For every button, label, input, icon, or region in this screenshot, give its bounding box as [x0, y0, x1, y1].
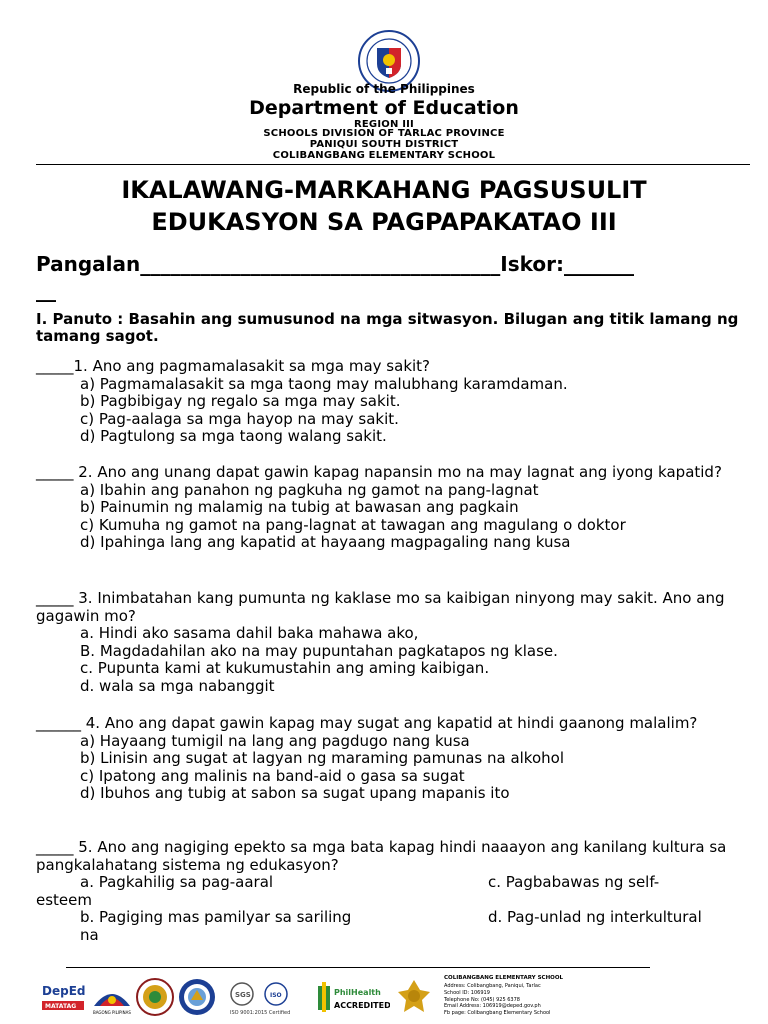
philhealth-accredited-logo: [316, 982, 390, 1012]
options-row-2: [36, 909, 760, 927]
region-heading: REGION III: [354, 119, 414, 130]
philhealth-text: PhilHealth: [334, 988, 381, 997]
bagong-logo-text: BAGONG PILIPINAS: [93, 1010, 131, 1015]
question-stem: _____ 5. Ano ang nagiging epekto sa mga bata kapag hindi naaayon ang kanilang kultura sa pangkalahatang sistema ng edukasyon?: [36, 838, 727, 874]
option-d: d) Ibuhos ang tubig at sabon sa sugat upang mapanis ito: [80, 784, 510, 802]
footer-school-name: COLIBANGBANG ELEMENTARY SCHOOL: [444, 975, 564, 981]
option-c: c) Kumuha ng gamot na pang-lagnat at tawagan ang magulang o doktor: [80, 515, 626, 534]
option-d: d. Pag-unlad ng interkultural: [488, 908, 702, 926]
deped-matatag-logo: [40, 980, 86, 1016]
question-stem: ______ 4. Ano ang dapat gawin kapag may sugat ang kapatid at hindi gaanong malalim?: [36, 714, 698, 732]
name-score-field: Pangalan____________________________________Iskor:_______: [36, 252, 634, 276]
question-1: [36, 358, 760, 446]
question-stem: _____ 3. Inimbatahan kang pumunta ng kaklase mo sa kaibigan ninyong may sakit. Ano ang gagawin mo?: [36, 589, 725, 625]
question-2: [36, 464, 760, 552]
footer-telephone: Telephone No: (045) 925 6378: [444, 997, 520, 1003]
question-5: [36, 839, 760, 944]
deped-logo-text: DepEd: [42, 984, 86, 998]
question-stem: _____ 2. Ano ang unang dapat gawin kapag napansin mo na may lagnat ang iyong kapatid?: [36, 463, 722, 481]
option-a: a) Ibahin ang panahon ng pagkuha ng gamot na pang-lagnat: [80, 480, 539, 499]
footer-address: Address: Colibangbang, Paniqui, Tarlac: [444, 983, 541, 989]
svg-text:ISO: ISO: [270, 992, 282, 999]
option-d: d) Ipahinga lang ang kapatid at hayaang magpagaling nang kusa: [80, 533, 571, 551]
header-divider: [36, 164, 750, 165]
matatag-logo-text: MATATAG: [45, 1003, 77, 1010]
option-c: c) Ipatong ang malinis na band-aid o gasa sa sugat: [80, 766, 465, 785]
accredited-text: ACCREDITED: [334, 1001, 390, 1010]
district-heading: PANIQUI SOUTH DISTRICT: [309, 139, 459, 150]
republic-heading: Republic of the Philippines: [293, 82, 475, 96]
option-b: b) Painumin ng malamig na tubig at bawasan ang pagkain: [80, 498, 519, 516]
name-score-field-wrap: __: [36, 278, 56, 302]
option-b-continued: na: [80, 925, 99, 944]
footer-email: Email Address: 106919@deped.gov.ph: [444, 1003, 541, 1009]
footer-school-id: School ID: 106919: [444, 990, 490, 996]
option-b: B. Magdadahilan ako na may pupuntahan pagkatapos ng klase.: [80, 641, 558, 660]
option-d: d) Pagtulong sa mga taong walang sakit.: [80, 427, 387, 445]
division-heading: SCHOOLS DIVISION OF TARLAC PROVINCE: [263, 128, 505, 139]
option-b: b) Linisin ang sugat at lagyan ng maraming pamunas na alkohol: [80, 749, 564, 767]
exam-subject: EDUKASYON SA PAGPAPAKATAO III: [151, 208, 617, 236]
option-a: a. Hindi ako sasama dahil baka mahawa ako,: [80, 624, 419, 642]
iso-certified-text: ISO 9001:2015 Certified: [230, 1010, 291, 1016]
division-seal-logo: [136, 978, 174, 1016]
footer-fb-page: Fb page: Colibangbang Elementary School: [444, 1010, 551, 1016]
school-seal-logo: [178, 978, 216, 1016]
option-a: a. Pagkahilig sa pag-aaral: [80, 873, 274, 891]
footer-divider: [66, 967, 650, 968]
school-heading: COLIBANGBANG ELEMENTARY SCHOOL: [272, 150, 496, 161]
svg-text:SGS: SGS: [235, 991, 251, 999]
question-3: [36, 590, 760, 695]
department-heading: Department of Education: [249, 97, 519, 119]
question-4: [36, 715, 760, 803]
option-d: d. wala sa mga nabanggit: [80, 676, 275, 695]
option-b: b. Pagiging mas pamilyar sa sariling: [80, 908, 352, 926]
option-a: a) Pagmamalasakit sa mga taong may malubhang karamdaman.: [80, 374, 568, 393]
option-a: a) Hayaang tumigil na lang ang pagdugo nang kusa: [80, 731, 470, 750]
option-c: c. Pupunta kami at kukumustahin ang aming kaibigan.: [80, 659, 490, 677]
instructions: I. Panuto : Basahin ang sumusunod na mga sitwasyon. Bilugan ang titik lamang ng tamang sagot.: [36, 310, 739, 345]
option-c-continued: esteem: [36, 890, 92, 909]
question-stem: _____1. Ano ang pagmamalasakit sa mga may sakit?: [36, 357, 431, 375]
options-row-1: [36, 874, 760, 892]
iso-certification-logo: [228, 982, 308, 1016]
option-c: c) Pag-aalaga sa mga hayop na may sakit.: [80, 409, 399, 428]
award-badge-logo: [396, 978, 432, 1016]
option-c: c. Pagbabawas ng self-: [488, 873, 660, 891]
exam-title: IKALAWANG-MARKAHANG PAGSUSULIT: [121, 176, 647, 204]
bagong-pilipinas-logo: [90, 980, 134, 1016]
option-b: b) Pagbibigay ng regalo sa mga may sakit.: [80, 392, 401, 410]
